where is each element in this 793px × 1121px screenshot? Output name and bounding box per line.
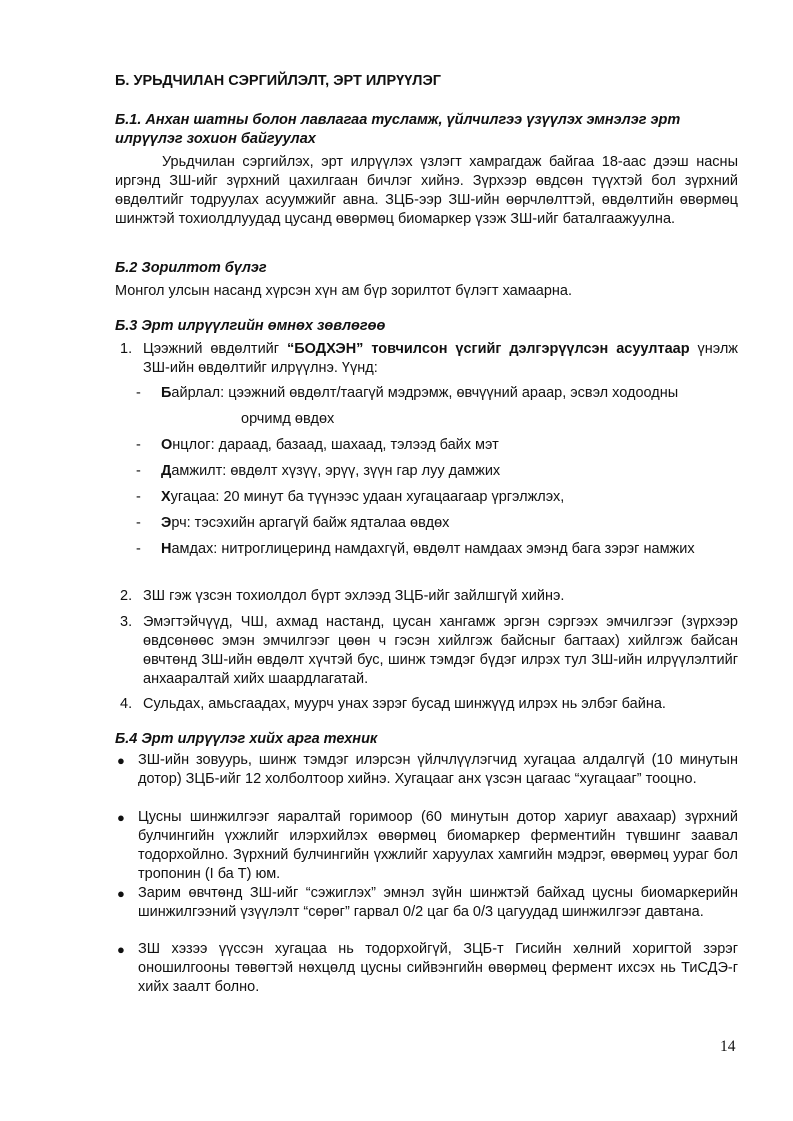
bullet-marker: ● (117, 886, 125, 901)
dash-text (161, 384, 738, 403)
item-number: 4. (120, 696, 133, 712)
bullet-text: ЗШ хэзээ үүссэн хугацаа нь тодорхойгүй, ЗЦБ-т Гисийн хөлний хоригтой зэрэг оношилгооны төвөгтэй нөхцөлд цусны сийвэнгийн өвөрмөц фермент ихсэх нь ТиСДЭ-г хийх заалт болно. (138, 941, 738, 995)
subsection-b4-title: Б.4 Эрт илрүүлэг хийх арга техник (115, 731, 378, 747)
dash-letter: Х (161, 489, 171, 505)
dash-item-n (136, 540, 738, 559)
numbered-item-4 (115, 695, 738, 714)
item-number: 3. (120, 614, 133, 630)
dash-letter: О (161, 437, 173, 453)
item-text: Эмэгтэйчүүд, ЧШ, ахмад настанд, цусан хангамж эргэн сэргээх эмчилгээг (зүрхээр өвдсөнөөс эмэн эмчилгээг цөөн ч гэсэн хийлгэж байсныг багтаах) хийлгэж байсан өвчтөнд ЗШ-ийн өвдөлт хүчтэй бус, шинж тэмдэг бүдэг илрэх тул ЗШ-ийн илрүүлэлтийг анхааралтай хийх шаардлагатай. (143, 614, 738, 687)
item-text-bold: “БОДХЭН” товчилсон үсгийг дэлгэрүүлсэн асуултаар (286, 341, 690, 357)
item-text (143, 340, 738, 378)
bullet-marker: ● (117, 942, 125, 957)
item-text: ЗШ гэж үзсэн тохиолдол бүрт эхлээд ЗЦБ-ийг зайлшгүй хийнэ. (143, 588, 565, 604)
dash-text (161, 488, 738, 507)
dash-rest: амжилт: өвдөлт хүзүү, эрүү, зүүн гар луу дамжих (171, 463, 501, 479)
dash-rest: амдах: нитроглицеринд намдахгүй, өвдөлт намдаах эмэнд бага зэрэг намжих (171, 541, 695, 557)
subsection-b2-text: Монгол улсын насанд хүрсэн хүн ам бүр зорилтот бүлэгт хамаарна. (115, 283, 573, 299)
item-number: 2. (120, 588, 133, 604)
dash-item-d (136, 462, 738, 481)
dash-text (161, 540, 738, 559)
dash-text (161, 436, 738, 455)
dash-text (161, 514, 738, 533)
dash-item-kh (136, 488, 738, 507)
dash-letter: Н (161, 541, 172, 557)
dash-item-o (136, 436, 738, 455)
dash-item-b (136, 384, 738, 403)
bullet-marker: ● (117, 753, 125, 768)
item-text-post: үнэлж ЗШ-ийн өвдөлтийг илрүүлнэ. Үүнд: (143, 341, 738, 376)
dash-letter: Э (161, 515, 172, 531)
bullet-text: Цусны шинжилгээг яаралтай горимоор (60 минутын дотор хариуг авахаар) зүрхний булчингийн үхжлийг илэрхийлэх өвөрмөц биомаркер ферментийн түвшинг заавал тодорхойлно. Зүрхний булчингийн үхжлийг харуулах хамгийн мэдрэг, өвөрмөц уураг бол тропонин (I ба T) юм. (138, 809, 738, 882)
bullet-text: ЗШ-ийн зовуурь, шинж тэмдэг илэрсэн үйлчлүүлэгчид хугацаа алдалгүй (10 минутын дотор) ЗЦБ-ийг 12 холболтоор хийнэ. Хугацааг анх үзсэн цагаас “хугацааг” тооцно. (138, 752, 738, 787)
page-number: 14 (720, 1038, 736, 1055)
numbered-item-1 (115, 340, 738, 378)
dash-rest: рч: тэсэхийн аргагүй байж ядталаа өвдөх (171, 515, 450, 531)
item-text-pre: Цээжний өвдөлтийг (143, 341, 287, 357)
dash-marker: - (136, 437, 141, 453)
subsection-b2-title: Б.2 Зорилтот бүлэг (115, 260, 267, 276)
bullet-marker: ● (117, 810, 125, 825)
dash-item-b-continuation: орчимд өвдөх (241, 411, 335, 427)
dash-rest: нцлог: дараад, базаад, шахаад, тэлээд байх мэт (172, 437, 499, 453)
bullet-text: Зарим өвчтөнд ЗШ-ийг “сэжиглэх” эмнэл зүйн шинжтэй байхад цусны биомаркерийн шинжилгээний үзүүлэлт “сөрөг” гарвал 0/2 цаг ба 0/3 цагуудад шинжилгээг давтана. (138, 885, 738, 920)
dash-text (161, 462, 738, 481)
dash-marker: - (136, 515, 141, 531)
item-text: Сульдах, амьсгаадах, муурч унах зэрэг бусад шинжүүд илрэх нь элбэг байна. (143, 696, 666, 712)
dash-letter: Б (161, 385, 172, 401)
section-title: Б. УРЬДЧИЛАН СЭРГИЙЛЭЛТ, ЭРТ ИЛРҮҮЛЭГ (115, 73, 441, 89)
dash-rest: угацаа: 20 минут ба түүнээс удаан хугацаагаар үргэлжлэх, (170, 489, 565, 505)
subsection-b3-title: Б.3 Эрт илрүүлгийн өмнөх зөвлөгөө (115, 318, 386, 334)
bullet-item-4 (115, 940, 738, 997)
subsection-b1-title: Б.1. Анхан шатны болон лавлагаа тусламж, үйлчилгээ үзүүлэх эмнэлэг эрт илрүүлэг зохион байгуулах (115, 112, 681, 147)
dash-marker: - (136, 385, 141, 401)
numbered-item-2 (115, 587, 738, 606)
dash-marker: - (136, 463, 141, 479)
bullet-item-3 (115, 884, 738, 922)
dash-rest: айрлал: цээжний өвдөлт/таагүй мэдрэмж, өвчүүний араар, эсвэл ходоодны (171, 385, 679, 401)
item-number: 1. (120, 341, 133, 357)
numbered-item-3 (115, 613, 738, 689)
dash-item-e (136, 514, 738, 533)
bullet-item-2 (115, 808, 738, 884)
dash-marker: - (136, 489, 141, 505)
dash-marker: - (136, 541, 141, 557)
dash-letter: Д (161, 463, 172, 479)
bullet-item-1 (115, 751, 738, 789)
subsection-b1-text: Урьдчилан сэргийлэх, эрт илрүүлэх үзлэгт хамрагдаж байгаа 18-аас дээш насны иргэнд ЗШ-ийг зүрхний цахилгаан бичлэг хийнэ. Зүрхээр өвдсөн түүхтэй бол зүрхний өвдөлтийг тодруулах асуумжийг авна. ЗЦБ-ээр ЗШ-ийн өөрчлөлттэй, өвдөлтийн өвөрмөц шинжтэй тохиолдлуудад цусанд өвөрмөц биомаркер үзэж ЗШ-ийг баталгаажуулна. (115, 154, 738, 227)
